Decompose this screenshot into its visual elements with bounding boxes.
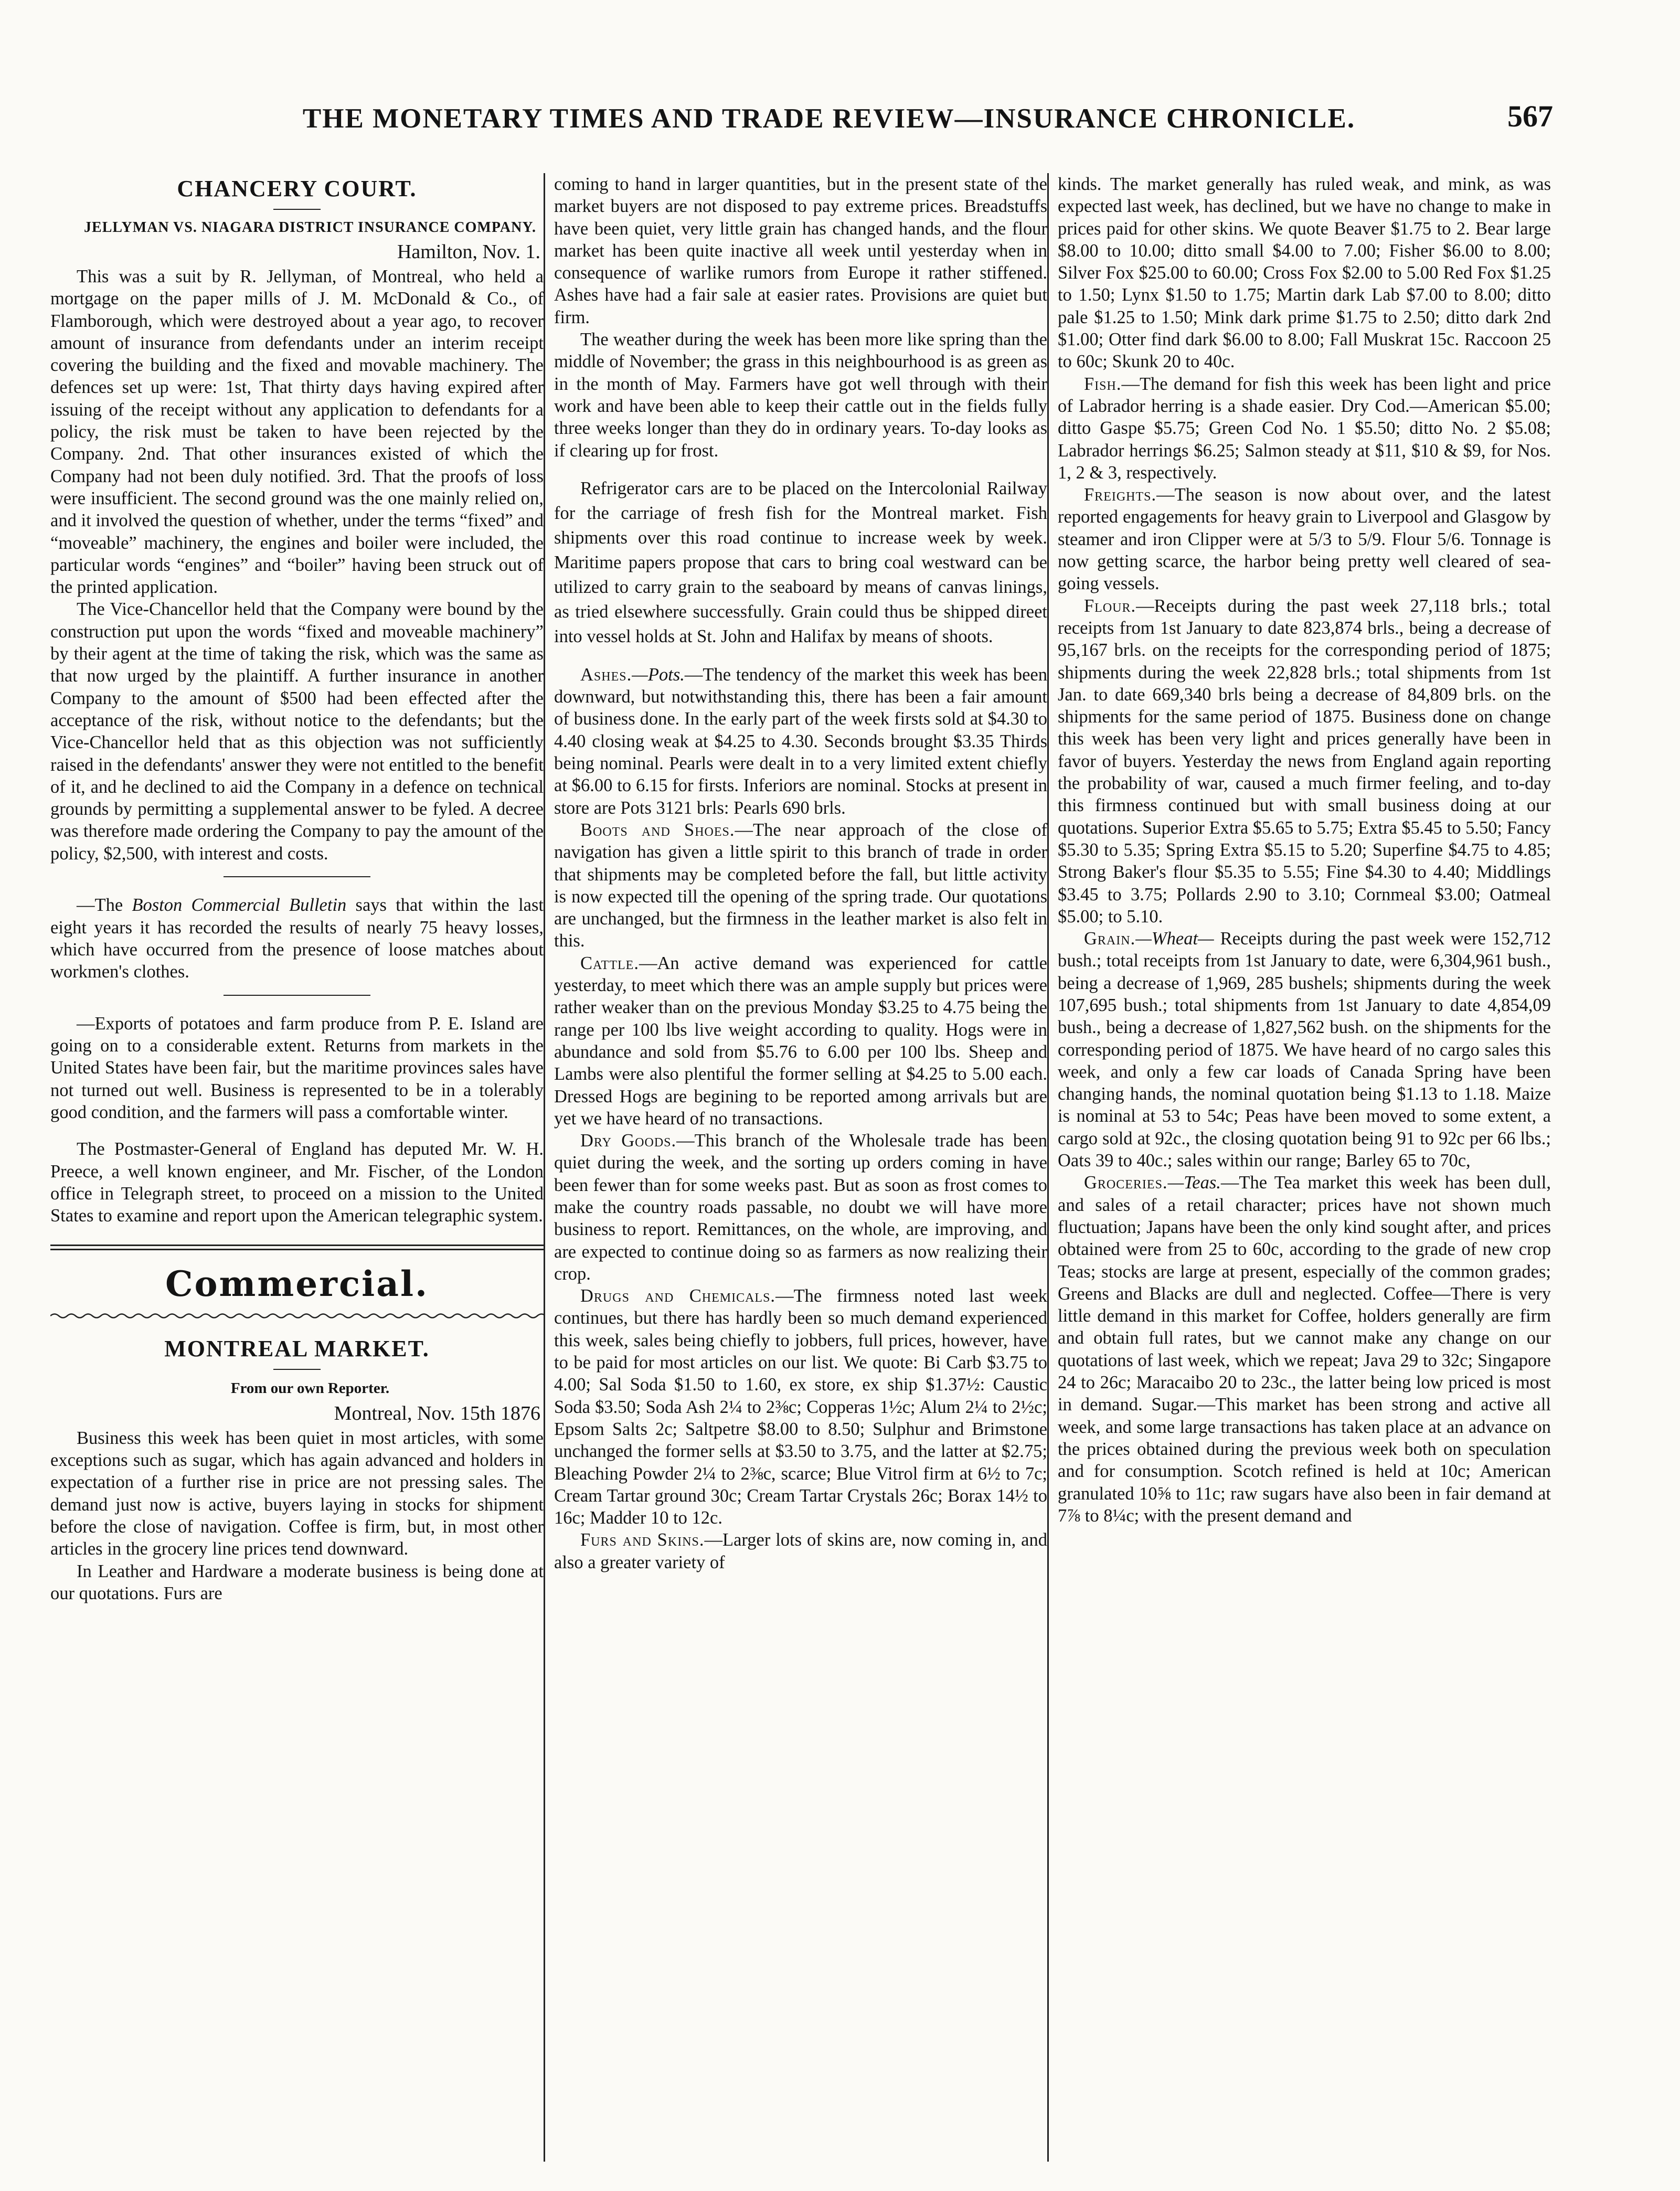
separator-rule: [50, 995, 544, 996]
heading-rule: [273, 1369, 321, 1370]
dateline: Hamilton, Nov. 1.: [397, 241, 540, 263]
commercial-heading: Commercial.: [165, 1263, 429, 1305]
postmaster-paragraph: The Postmaster-General of England has deputed Mr. W. H. Preece, a well known engineer, and Mr. Fischer, of the London office in Telegraph street, to proceed on a mission to the United States to examine and report upon the American telegraphic system.: [50, 1139, 544, 1226]
dateline: Montreal, Nov. 15th 1876: [334, 1402, 540, 1424]
column-rule: [1047, 173, 1049, 2162]
fish-paragraph: Fish.—The demand for fish this week has been light and price of Labrador herring is a shade easier. Dry Cod.—American $5.00; ditto Gaspe $5.75; Green Cod No. 1 $5.50; ditto No. 2 $5.08; Labrador herrings $6.25; Salmon steady at $11, $10 & $9, for Nos. 1, 2 & 3, respectively.: [1058, 374, 1551, 483]
page-number: 567: [1507, 99, 1553, 133]
article-paragraph: This was a suit by R. Jellyman, of Montreal, who held a mortgage on the paper mills of J. M. McDonald & Co., of Flamborough, which were destroyed about a year ago, to recover amount of insurance from defendants under an interim receipt covering the building and the fixed and movable machinery. The defences set up were: 1st, That thirty days having expired after issuing of the receipt without any application to defendants for a policy, the risk must be taken to have been rejected by the Company. 2nd. That other insurances existed of which the Company had not been duly notified. 3rd. That the proofs of loss were insufficient. The second ground was the one mainly relied on, and it involved the question of whether, under the terms “fixed” and “moveable” machinery, the engines and boiler were included, the particular words “engines” and “boiler” having been struck out of the printed application.: [50, 267, 544, 598]
article-paragraph: Business this week has been quiet in most articles, with some exceptions such as sugar, which has again advanced and holders in expectation of a further rise in price are not pressing sales. The demand just now is active, buyers laying in stocks for shipment before the close of navigation. Coffee is firm, but, in most other articles in the grocery line prices tend downward.: [50, 1428, 544, 1559]
article-paragraph: The Vice-Chancellor held that the Company were bound by the construction put upon the words “fixed and moveable machinery” by their agent at the time of taking the risk, which was the same as that now urged by the plaintiff. A further insurance in another Company to the amount of $500 had been effected after the acceptance of the risk, without notice to the defendants; but the Vice-Chancellor held that as this objection was not sufficiently raised in the defendants' answer they were not entitled to the benefit of it, and he declined to aid the Company in a defence on technical grounds by permitting a supplemental answer to be fyled. A decree was therefore made ordering the Company to pay the amount of the policy, $2,500, with interest and costs.: [50, 599, 544, 864]
separator-rule: [50, 876, 544, 877]
groceries-paragraph: Groceries.—Teas.—The Tea market this week has been dull, and sales of a retail character; prices have not shown much fluctuation; Japans have been the only kind sought after, and prices obtained were from 25 to 60c, according to the grade of new crop Teas; stocks are large at present, especially of the common grades; Greens and Blacks are dull and neglected. Coffee—There is very little demand in this market for Coffee, holders generally are firm and obtain full rates, but we cannot make any change on our quotations of last week, which we repeat; Java 29 to 32c; Singapore 24 to 26c; Maracaibo 20 to 23c., the latter being low priced is most in demand. Sugar.—This market has been strong and active all week, and some large transactions has taken place at an advance on the prices obtained during the previous week both on speculation and for consumption. Scotch refined is held at 10c; American granulated 10⅝ to 11c; raw sugars have also been in fair demand at 7⅞ to 8¼c; with the present demand and: [1058, 1173, 1551, 1526]
article-paragraph: In Leather and Hardware a moderate business is being done at our quotations. Furs are: [50, 1561, 544, 1603]
flour-paragraph: Flour.—Receipts during the past week 27,118 brls.; total receipts from 1st January to date 823,874 brls., being a decrease of 95,167 brls. on the receipts for the corresponding period of 1875; shipments during the week 22,828 brls.; total shipments from 1st Jan. to date 669,340 brls being a decrease of 84,809 brls. on the shipments for the same period of 1875. Business done on change this week has been very light and prices generally have been in favor of buyers. Yesterday the news from England again reporting the probability of war, caused a much firmer feeling, and to-day this firmness continued but with small business doing at our quotations. Superior Extra $5.65 to 5.75; Extra $5.45 to 5.50; Fancy $5.30 to 5.35; Spring Extra $5.15 to 5.20; Superfine $4.75 to 4.85; Strong Baker's flour $5.35 to 5.55; Fine $4.30 to 4.40; Middlings $3.45 to 3.75; Pollards 2.90 to 3.10; Cornmeal $3.00; Oatmeal $5.00; to 5.10.: [1058, 595, 1551, 927]
article-paragraph: coming to hand in larger quantities, but in the present state of the market buyers are not disposed to pay extreme prices. Breadstuffs have been quiet, very little grain has changed hands, and the flour market has been quite inactive all week until yesterday when in consequence of warlike rumors from Europe it rather stiffened. Ashes have had a fair sale at easier rates. Provisions are quiet but firm.: [554, 174, 1047, 327]
refrigerator-cars-paragraph: Refrigerator cars are to be placed on the Intercolonial Railway for the carriage of fresh fish for the Montreal market. Fish shipments over this road continue to increase week by week. Maritime papers propose that cars to bring coal westward can be utilized to carry grain to the seaboard by means of canvas linings, as tried elsewhere successfully. Grain could thus be shipped direet into vessel holds at St. John and Halifax by means of shoots.: [554, 478, 1047, 646]
montreal-market-heading: MONTREAL MARKET.: [164, 1336, 430, 1362]
freights-paragraph: Freights.—The season is now about over, and the latest reported engagements for heavy grain to Liverpool and Glasgow by steamer and iron Clipper were at 5/3 to 5/9. Flour 5/6. Tonnage is now getting scarce, the harbor being pretty well cleared of sea-going vessels.: [1058, 485, 1551, 594]
heading-rule: [273, 209, 321, 210]
boston-bulletin-paragraph: —The Boston Commercial Bulletin says that within the last eight years it has recorded the results of nearly 75 heavy losses, which have occurred from the presence of loose matches about workmen's clothes.: [50, 895, 544, 982]
furs-skins-paragraph: Furs and Skins.—Larger lots of skins are, now coming in, and also a greater variety of: [554, 1530, 1047, 1572]
ashes-paragraph: Ashes.—Pots.—The tendency of the market this week has been downward, but notwithstanding this, there has been a fair amount of business done. In the early part of the week firsts sold at $4.30 to 4.40 closing weak at $4.25 to 4.30. Seconds brought $3.35 Thirds being nominal. Pearls were dealt in to a very limited extent chiefly at $6.00 to 6.15 for firsts. Inferiors are nominal. Stocks at present in store are Pots 3121 brls: Pearls 690 brls.: [554, 664, 1047, 818]
drugs-chemicals-paragraph: Drugs and Chemicals.—The firmness noted last week continues, but there has hardly been so much demand experienced this week, sales being chiefly to jobbers, full prices, however, have to be paid for most articles on our list. We quote: Bi Carb $3.75 to 4.00; Sal Soda $1.50 to 1.60, ex store, ex ship $1.37½: Caustic Soda $3.50; Soda Ash 2¼ to 2⅜c; Copperas 1½c; Alum 2¼ to 2½c; Epsom Salts 2c; Saltpetre $8.00 to 8.50; Sulphur and Brimstone unchanged the former sells at $3.50 to 3.75, and the latter at $2.75; Bleaching Powder 2¼ to 2⅜c, scarce; Blue Vitrol firm at 6½ to 7c; Cream Tartar ground 30c; Cream Tartar Crystals 26c; Borax 14½ to 16c; Madder 10 to 12c.: [554, 1286, 1047, 1528]
furs-continued-paragraph: kinds. The market generally has ruled weak, and mink, as was expected last week, has declined, but we have no change to make in prices paid for other skins. We quote Beaver $1.75 to 2. Bear large $8.00 to 10.00; ditto small $4.00 to 7.00; Fisher $6.00 to 8.00; Silver Fox $25.00 to 60.00; Cross Fox $2.00 to 5.00 Red Fox $1.25 to 1.50; Lynx $1.50 to 1.75; Martin dark Lab $7.00 to 8.00; ditto pale $1.25 to 1.50; Mink dark prime $1.75 to 2.50; ditto dark 2nd $1.00; Otter find dark $6.00 to 8.00; Fall Muskrat 15c. Raccoon 25 to 60c; Skunk 20 to 40c.: [1058, 174, 1551, 372]
section-break-rule: [50, 1245, 544, 1250]
column-3: [1058, 173, 1551, 2156]
cattle-paragraph: Cattle.—An active demand was experienced for cattle yesterday, to meet which there was an ample supply but prices were rather weaker than on the previous Monday $3.25 to 4.75 being the range per 100 lbs live weight according to quality. Hogs were in abundance and sold from $5.76 to 6.00 per 100 lbs. Sheep and Lambs were also plentiful the former selling at $4.25 to 5.00 each. Dressed Hogs are begining to be reported among arrivals but are yet we have heard of no transactions.: [554, 953, 1047, 1129]
boots-shoes-paragraph: Boots and Shoes.—The near approach of the close of navigation has given a little spirit to this branch of trade in order that shipments may be completed before the fall, but little activity is now expected till the opening of the spring trade. Our quotations are unchanged, but the firmness in the leather market is also felt in this.: [554, 820, 1047, 951]
running-head: THE MONETARY TIMES AND TRADE REVIEW—INSURANCE CHRONICLE.: [302, 103, 1356, 134]
column-2: [554, 173, 1047, 2156]
grain-paragraph: Grain.—Wheat— Receipts during the past week were 152,712 bush.; total receipts from 1st January to date, were 6,304,961 bush., being a decrease of 1,969, 285 bushels; shipments during the week 107,695 bush.; total shipments from 1st January to date 4,854,09 bush., being a decrease of 1,827,562 bush. on the shipments for the corresponding period of 1875. We have heard of no cargo sales this week, and only a few car loads of Canada Spring have been changing hands, the nominal quotation being $1.13 to 1.18. Maize is nominal at 53 to 54c; Peas have been moved to some extent, a cargo sold at 92c., the closing quotation being 91 to 92c per 66 lbs.; Oats 39 to 40c.; sales within our range; Barley 65 to 70c,: [1058, 929, 1551, 1171]
exports-paragraph: —Exports of potatoes and farm produce from P. E. Island are going on to a considerable extent. Returns from markets in the United States have been fair, but the maritime provinces sales have not turned out well. Business is represented to be in a tolerably good condition, and the farmers will pass a comfortable winter.: [50, 1013, 544, 1122]
wavy-rule: [50, 1312, 544, 1320]
chancery-court-heading: CHANCERY COURT.: [177, 176, 417, 201]
column-rule: [544, 173, 545, 2162]
dry-goods-paragraph: Dry Goods.—This branch of the Wholesale trade has been quiet during the week, and the sorting up orders coming in have been fewer than for some weeks past. But as soon as frost comes to make the country roads passable, no doubt we will have more business to report. Remittances, on the whole, are improving, and are expected to continue doing so as farmers as now realizing their crop.: [554, 1131, 1047, 1284]
case-title: JELLYMAN VS. NIAGARA DISTRICT INSURANCE COMPANY.: [84, 219, 536, 236]
weather-paragraph: The weather during the week has been more like spring than the middle of November; the grass in this neighbourhood is as green as in the month of May. Farmers have got well through with their work and have been able to keep their cattle out in the fields fully three weeks longer than they do in ordinary years. To-day looks as if clearing up for frost.: [554, 329, 1047, 461]
byline: From our own Reporter.: [230, 1380, 390, 1397]
column-1: [50, 173, 544, 2156]
